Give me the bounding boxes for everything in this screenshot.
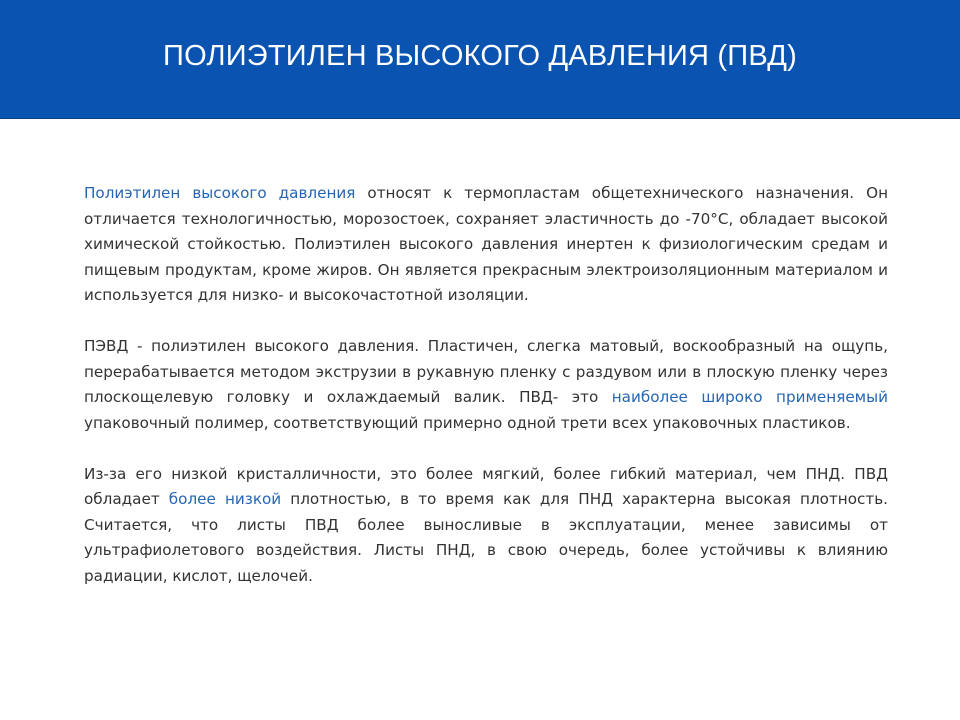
highlighted-phrase: более низкой [168, 490, 282, 508]
slide-title: ПОЛИЭТИЛЕН ВЫСОКОГО ДАВЛЕНИЯ (ПВД) [163, 39, 797, 72]
paragraph-text: плотностью, в то время как для ПНД характерна высокая плотность. Считается, что листы ПВД более выносливые в эксплуатации, менее зависимы от ультрафиолетового воздействия. Листы ПНД, в свою очередь, более устойчивы к влиянию радиации, кислот, щелочей. [84, 490, 888, 585]
paragraph-text: упаковочный полимер, соответствующий примерно одной трети всех упаковочных пластиков. [84, 413, 851, 432]
paragraph-text: относят к термопластам общетехнического назначения. Он отличается технологичностью, морозостоек, сохраняет эластичность до -70°С, обладает высокой химической стойкостью. Полиэтилен высокого давления инертен к физиологическим средам и пищевым продуктам, кроме жиров. Он является прекрасным электроизоляционным материалом и используется для низко- и высокочастотной изоляции. [84, 184, 888, 304]
paragraph-2 [84, 334, 888, 436]
highlighted-phrase: Полиэтилен высокого давления [84, 184, 356, 202]
slide-body [84, 181, 888, 615]
paragraph-text: ПЭВД - полиэтилен высокого давления. Пластичен, слегка матовый, воскообразный на ощупь, перерабатывается методом экструзии в рукавную пленку с раздувом или в плоскую пленку через плоскощелевую головку и охлаждаемый валик. ПВД- это [84, 337, 888, 406]
title-bar [0, 0, 960, 119]
paragraph-text: Из-за его низкой кристалличности, это более мягкий, более гибкий материал, чем ПНД. ПВД обладает [84, 464, 888, 508]
paragraph-1 [84, 181, 888, 309]
paragraph-3 [84, 462, 888, 590]
highlighted-phrase: наиболее широко применяемый [611, 388, 888, 406]
